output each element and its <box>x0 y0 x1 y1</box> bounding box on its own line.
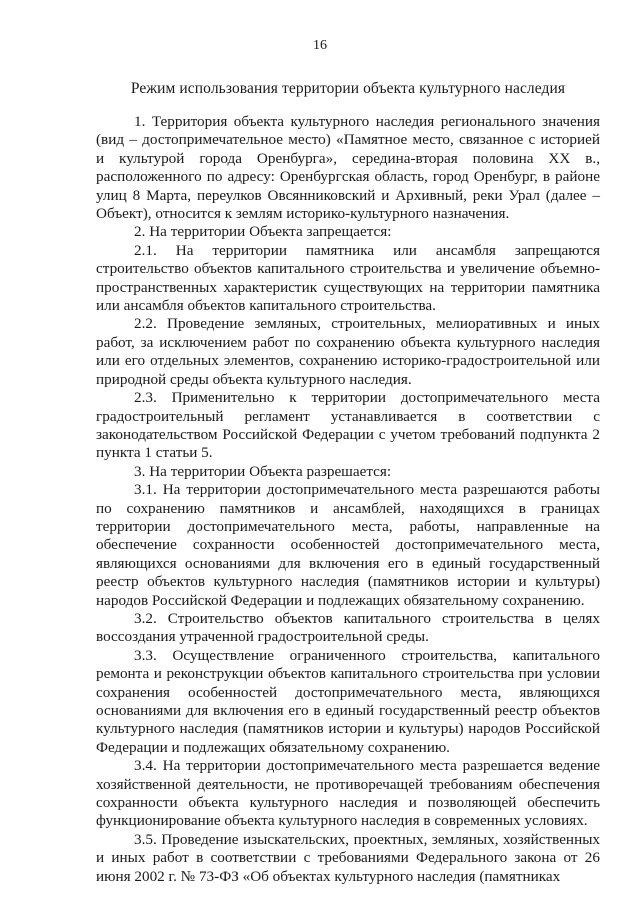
paragraph-1: 1. Территория объекта культурного наследия регионального значения (вид – достопримечательное место) «Памятное место, связанное с историей и культурой города Оренбурга», середина-вторая половина XX в., расположенного по адресу: Оренбургская область, город Оренбург, в районе улиц 8 Марта, переулков Овсянниковский и Архивный, реки Урал (далее – Объект), относится к землям историко-культурного назначения. <box>96 113 600 223</box>
paragraph-3-3: 3.3. Осуществление ограниченного строительства, капитального ремонта и реконструкции объектов капитального строительства при условии сохранения особенностей достопримечательного места, являющихся основаниями для включения его в единый государственный реестр объектов культурного наследия (памятников истории и культуры) народов Российской Федерации и подлежащих обязательному сохранению. <box>96 646 600 756</box>
paragraph-2-2: 2.2. Проведение земляных, строительных, мелиоративных и иных работ, за исключением работ по сохранению объекта культурного наследия или его отдельных элементов, сохранению историко-градостроительной или природной среды объекта культурного наследия. <box>96 315 600 388</box>
paragraph-3-4: 3.4. На территории достопримечательного места разрешается ведение хозяйственной деятельности, не противоречащей требованиям обеспечения сохранности объекта культурного наследия и позволяющей обеспечить функционирование объекта культурного наследия в современных условиях. <box>96 757 600 830</box>
paragraph-3-2: 3.2. Строительство объектов капитального строительства в целях воссоздания утраченной градостроительной среды. <box>96 609 600 646</box>
document-body <box>96 113 600 886</box>
paragraph-3: 3. На территории Объекта разрешается: <box>134 462 392 480</box>
paragraph-3-5: 3.5. Проведение изыскательских, проектных, земляных, хозяйственных и иных работ в соответствии с требованиями Федерального закона от 26 июня 2002 г. № 73-ФЗ «Об объектах культурного наследия (памятниках <box>96 830 600 885</box>
paragraph-2-1: 2.1. На территории памятника или ансамбля запрещаются строительство объектов капитального строительства и увеличение объемно-пространственных характеристик существующих на территории памятника или ансамбля объектов капитального строительства. <box>96 241 600 315</box>
paragraph-2: 2. На территории Объекта запрещается: <box>134 223 392 241</box>
document-title: Режим использования территории объекта культурного наследия <box>130 80 566 97</box>
page-number: 16 <box>313 38 327 53</box>
paragraph-2-3: 2.3. Применительно к территории достопримечательного места градостроительный регламент устанавливается в соответствии с законодательством Российской Федерации с учетом требований подпункта 2 пункта 1 статьи 5. <box>96 389 600 462</box>
paragraph-3-1: 3.1. На территории достопримечательного места разрешаются работы по сохранению памятников и ансамблей, находящихся в границах территории достопримечательного места, работы, направленные на обеспечение сохранности особенностей достопримечательного места, являющихся основаниями для включения его в единый государственный реестр объектов культурного наследия (памятников истории и культуры) народов Российской Федерации и подлежащих обязательному сохранению. <box>96 481 600 609</box>
